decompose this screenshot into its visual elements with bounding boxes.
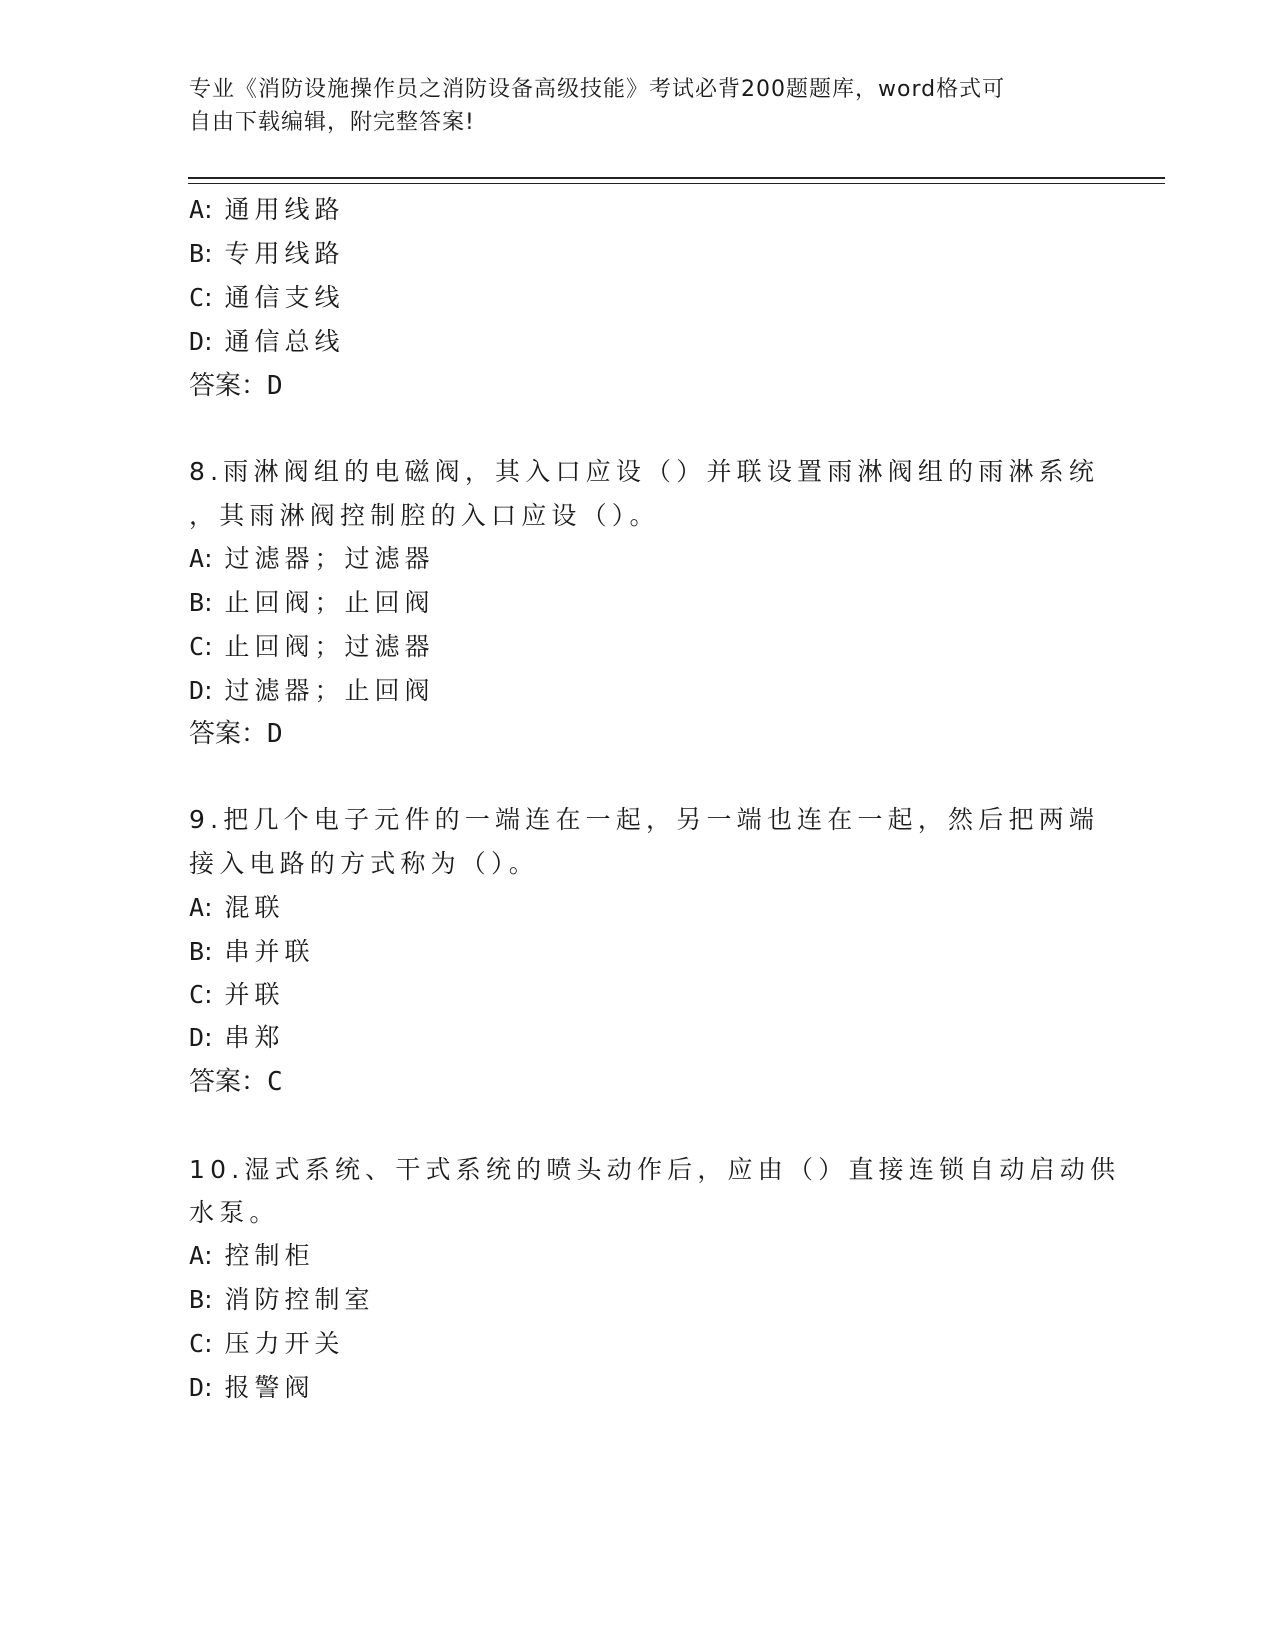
header-rule-thick (188, 177, 1165, 179)
option-text: 止回阀；过滤器 (224, 632, 435, 661)
question-7-option-d: D: 通信总线 (189, 327, 345, 356)
header-line-2: 自由下载编辑，附完整答案! (189, 110, 475, 135)
option-letter: B (189, 937, 205, 966)
question-8-option-c: C: 止回阀；过滤器 (189, 632, 435, 661)
question-10-option-c: C: 压力开关 (189, 1329, 345, 1358)
option-letter: C (189, 632, 205, 661)
option-letter: C (189, 283, 205, 312)
question-7-option-c: C: 通信支线 (189, 283, 345, 312)
question-7-option-a: A: 通用线路 (189, 195, 345, 224)
question-8-option-b: B: 止回阀；止回阀 (189, 588, 435, 617)
option-text: 混联 (224, 893, 285, 922)
option-text: 控制柜 (224, 1241, 315, 1270)
header-rule-thin (188, 183, 1165, 184)
question-9-text-line-1: 9.把几个电子元件的一端连在一起，另一端也连在一起，然后把两端 (189, 805, 1100, 834)
question-10-text-line-1: 10.湿式系统、干式系统的喷头动作后，应由（）直接连锁自动启动供 (189, 1155, 1121, 1184)
question-9-option-a: A: 混联 (189, 893, 285, 922)
question-10-option-d: D: 报警阀 (189, 1373, 315, 1402)
answer-label: 答案： (189, 1067, 268, 1097)
option-letter: A (189, 1241, 205, 1270)
option-letter: A (189, 544, 205, 573)
option-letter: D (189, 1023, 205, 1052)
question-10-option-a: A: 控制柜 (189, 1241, 315, 1270)
question-8-option-a: A: 过滤器；过滤器 (189, 544, 435, 573)
option-letter: B (189, 239, 205, 268)
answer-label: 答案： (189, 719, 268, 749)
option-letter: B (189, 1285, 205, 1314)
option-text: 报警阀 (224, 1373, 315, 1402)
document-header (189, 73, 1089, 139)
option-text: 消防控制室 (224, 1285, 375, 1314)
option-text: 专用线路 (224, 239, 345, 268)
option-letter: C (189, 980, 205, 1009)
question-8-option-d: D: 过滤器；止回阀 (189, 676, 435, 705)
option-letter: A (189, 195, 205, 224)
option-text: 并联 (224, 980, 285, 1009)
option-text: 压力开关 (224, 1329, 345, 1358)
question-8-text-line-2: ，其雨淋阀控制腔的入口应设（）。 (189, 501, 660, 530)
question-9-text-line-2: 接入电路的方式称为（）。 (189, 849, 539, 878)
question-9-option-d: D: 串郑 (189, 1023, 285, 1052)
option-text: 过滤器；止回阀 (224, 676, 435, 705)
option-letter: B (189, 588, 205, 617)
question-8-text-line-1: 8.雨淋阀组的电磁阀，其入口应设（）并联设置雨淋阀组的雨淋系统 (189, 457, 1100, 486)
option-text: 串郑 (224, 1023, 285, 1052)
question-10-text-line-2: 水泵。 (189, 1198, 280, 1227)
option-letter: D (189, 676, 205, 705)
question-7-answer (189, 370, 283, 402)
question-7-option-b: B: 专用线路 (189, 239, 345, 268)
question-9-option-b: B: 串并联 (189, 937, 315, 966)
option-text: 串并联 (224, 937, 315, 966)
option-letter: A (189, 893, 205, 922)
option-text: 过滤器；过滤器 (224, 544, 435, 573)
question-10-option-b: B: 消防控制室 (189, 1285, 375, 1314)
question-9-option-c: C: 并联 (189, 980, 285, 1009)
answer-value: D (267, 719, 283, 749)
answer-value: D (267, 371, 283, 401)
option-text: 通用线路 (224, 195, 345, 224)
header-line-1: 专业《消防设施操作员之消防设备高级技能》考试必背200题题库，word格式可 (189, 77, 1006, 102)
answer-value: C (267, 1067, 283, 1097)
option-text: 通信总线 (224, 327, 345, 356)
option-letter: D (189, 1373, 205, 1402)
question-8-answer (189, 718, 283, 750)
option-letter: D (189, 327, 205, 356)
option-letter: C (189, 1329, 205, 1358)
question-9-answer (189, 1066, 283, 1098)
option-text: 止回阀；止回阀 (224, 588, 435, 617)
answer-label: 答案： (189, 371, 268, 401)
option-text: 通信支线 (224, 283, 345, 312)
